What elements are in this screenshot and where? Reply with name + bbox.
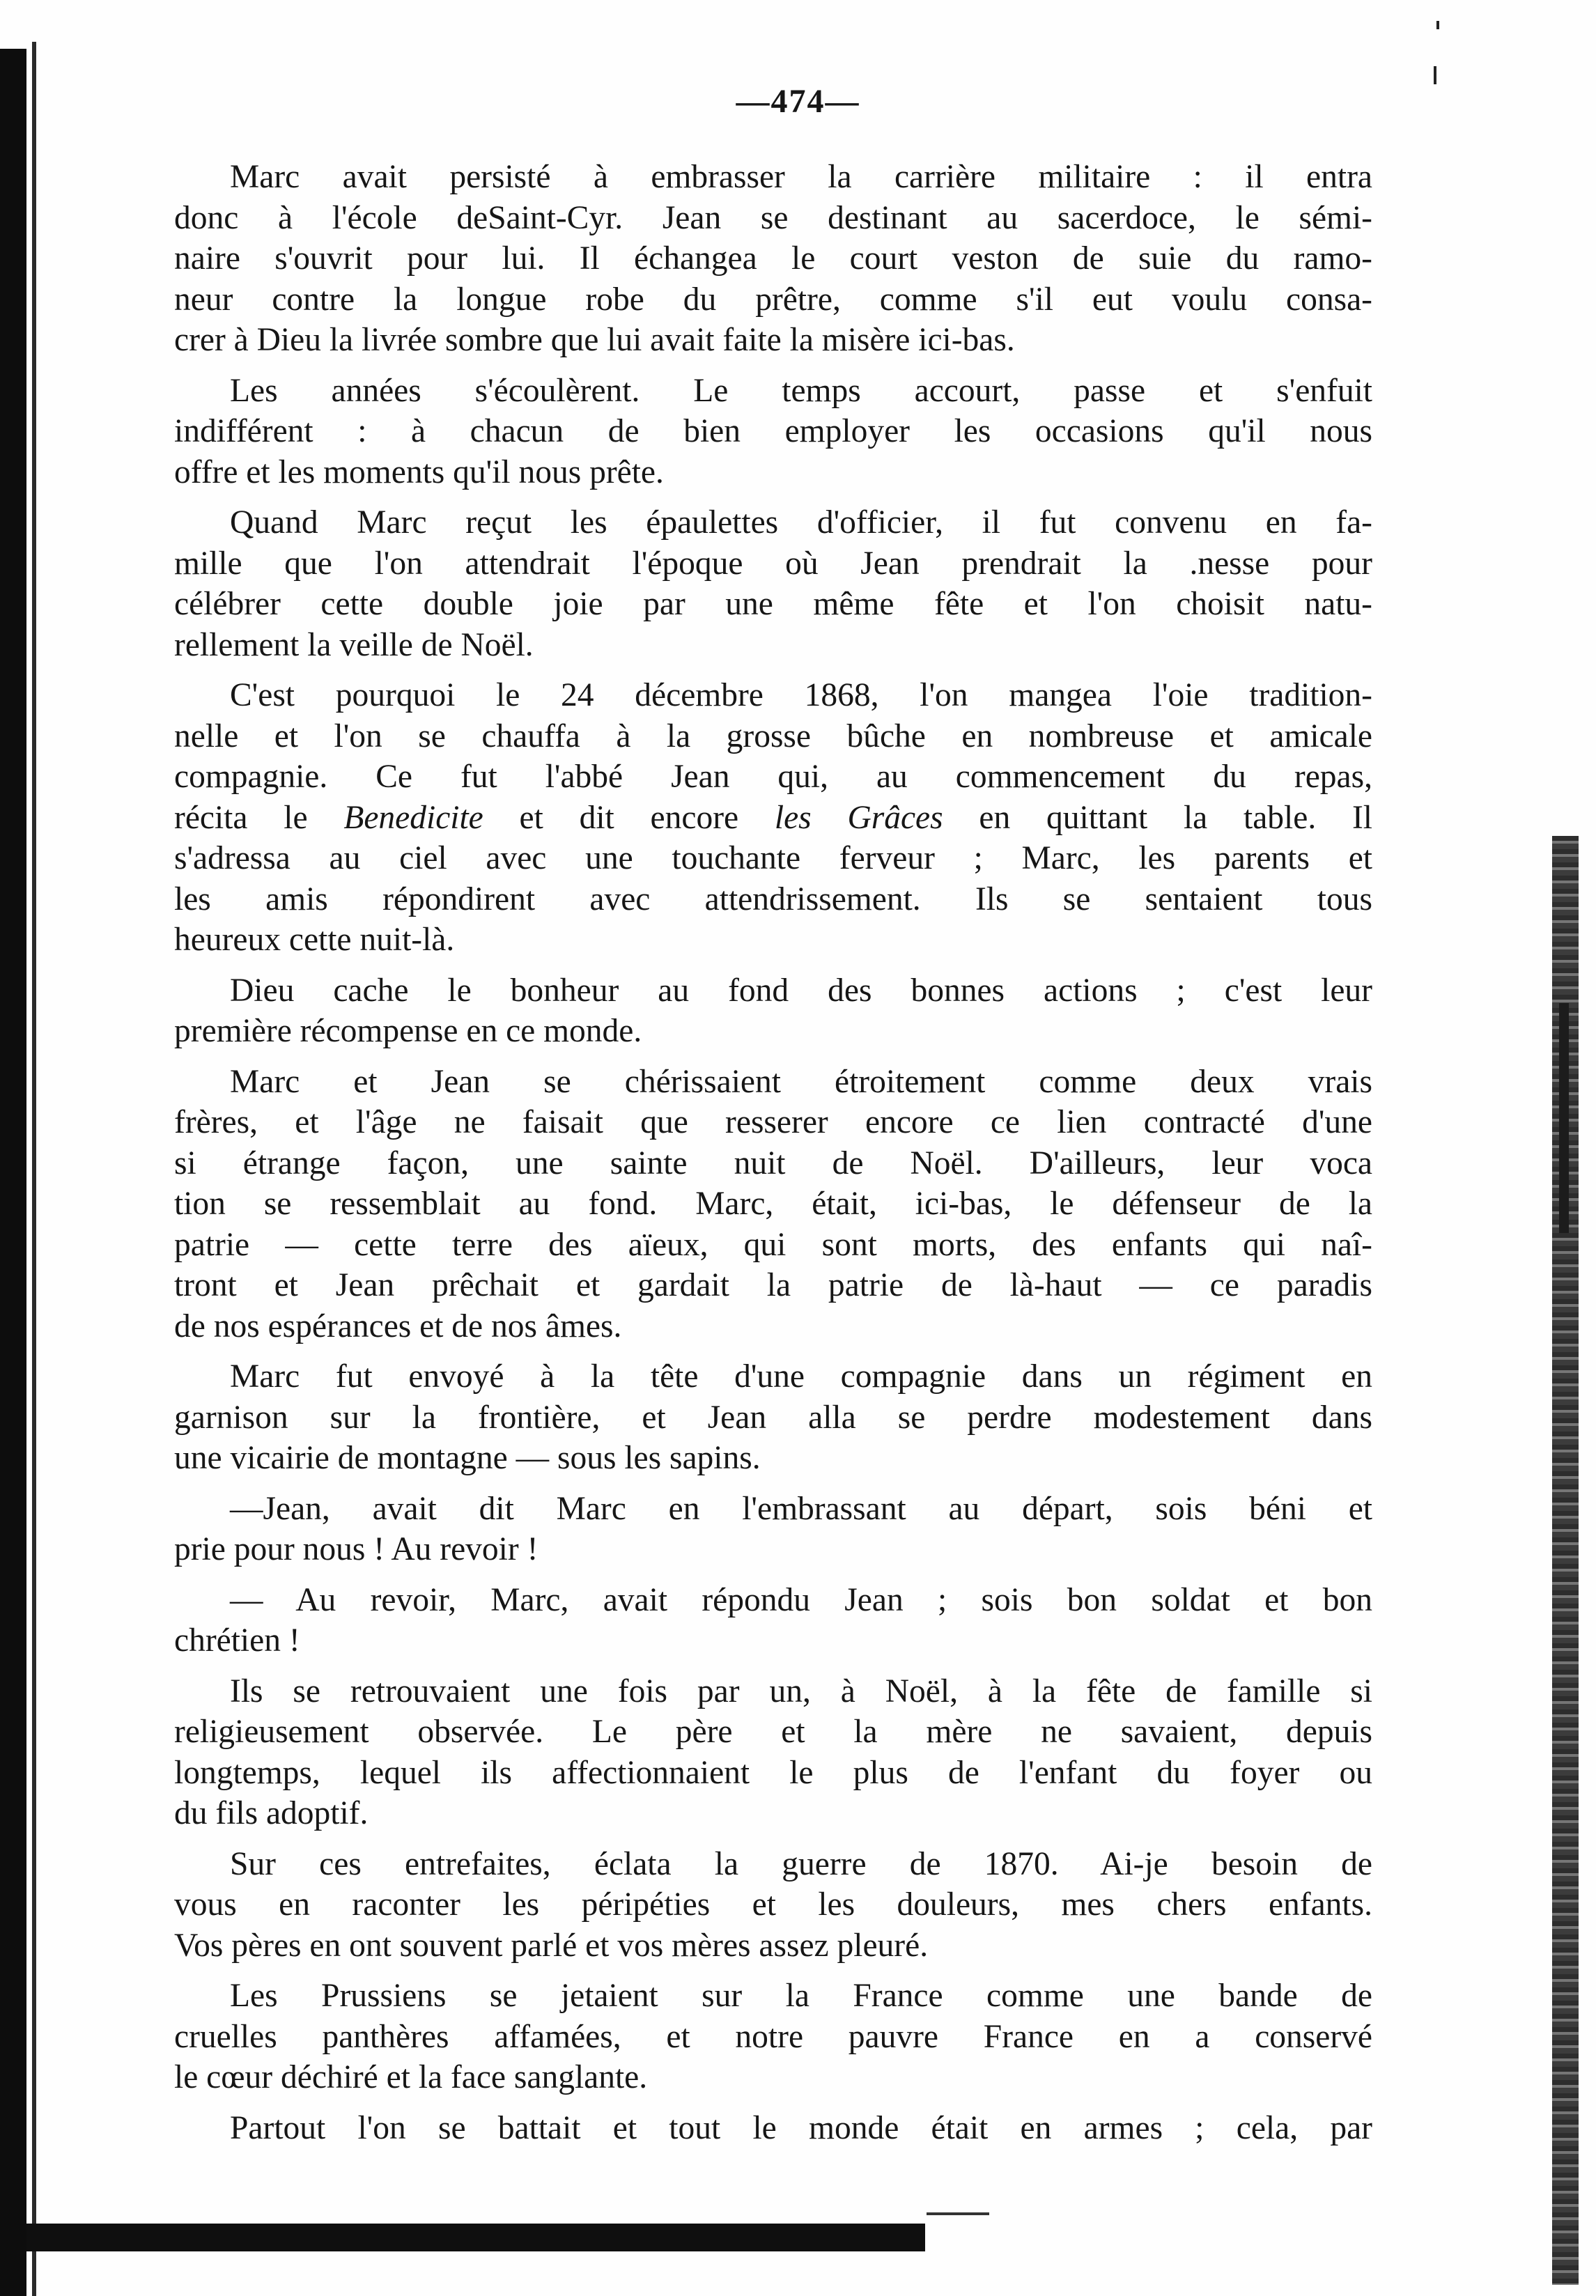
scan-speck: [1436, 21, 1439, 29]
text-line: [174, 920, 1372, 961]
paragraph: [174, 502, 1372, 665]
text-line: une vicairie de montagne — sous les sapins.: [174, 1440, 761, 1476]
text-segment: récita le: [174, 799, 344, 836]
paragraph: [174, 2108, 1372, 2149]
scan-bottom-shadow: [26, 2224, 925, 2251]
text-line: garnison sur la frontière, et Jean alla se perdre modestement dans: [174, 1399, 1372, 1436]
text-line: neur contre la longue robe du prêtre, comme s'il eut voulu consa-: [174, 281, 1372, 318]
text-line: première récompense en ce monde.: [174, 1013, 642, 1049]
scan-binding-shadow: [0, 49, 26, 2296]
paragraph: [174, 1976, 1372, 2098]
text-line: Partout l'on se battait et tout le monde était en armes ; cela, par: [230, 2109, 1372, 2146]
text-line: Marc fut envoyé à la tête d'une compagnie dans un régiment en: [230, 1358, 1372, 1395]
text-line: [174, 716, 1372, 757]
body-text: [174, 157, 1372, 2158]
paragraph: [174, 1580, 1372, 1661]
page-number: —474—: [736, 83, 860, 120]
text-line: mille que l'on attendrait l'époque où Jean prendrait la .nesse pour: [174, 545, 1372, 582]
text-line: [174, 798, 1372, 839]
paragraph: [174, 970, 1372, 1052]
text-line: tront et Jean prêchait et gardait la patrie de là-haut — ce paradis: [174, 1267, 1372, 1303]
text-line: — Au revoir, Marc, avait répondu Jean ; sois bon soldat et bon: [230, 1581, 1372, 1618]
scan-margin-line: [32, 42, 36, 2296]
text-line: Marc et Jean se chérissaient étroitement comme deux vrais: [230, 1063, 1372, 1100]
text-line: Sur ces entrefaites, éclata la guerre de 1870. Ai-je besoin de: [230, 1845, 1372, 1882]
text-line: Quand Marc reçut les épaulettes d'officier, il fut convenu en fa-: [230, 504, 1372, 541]
scan-right-edge-mark: [1559, 1003, 1569, 1233]
text-line: [174, 838, 1372, 879]
text-line: [174, 757, 1372, 798]
text-segment: les amis répondirent avec attendrissement. Ils se sentaient tous: [174, 881, 1372, 917]
text-line: le cœur déchiré et la face sanglante.: [174, 2059, 648, 2095]
text-line: [174, 879, 1372, 920]
text-line: crer à Dieu la livrée sombre que lui avait faite la misère ici-bas.: [174, 322, 1015, 358]
paragraph: [174, 1356, 1372, 1479]
text-line: du fils adoptif.: [174, 1795, 369, 1831]
text-segment: nelle et l'on se chauffa à la grosse bûche en nombreuse et amicale: [174, 718, 1372, 754]
text-line: naire s'ouvrit pour lui. Il échangea le court veston de suie du ramo-: [174, 240, 1372, 277]
text-segment: C'est pourquoi le 24 décembre 1868, l'on mangea l'oie tradition-: [230, 677, 1372, 713]
text-line: tion se ressemblait au fond. Marc, était, ici-bas, le défenseur de la: [174, 1186, 1372, 1222]
text-line: vous en raconter les péripéties et les douleurs, mes chers enfants.: [174, 1886, 1372, 1923]
text-line: rellement la veille de Noël.: [174, 626, 534, 663]
paragraph: [174, 1844, 1372, 1967]
text-line: Vos pères en ont souvent parlé et vos mères assez pleuré.: [174, 1927, 929, 1964]
text-line: prie pour nous ! Au revoir !: [174, 1531, 539, 1567]
text-line: donc à l'école deSaint-Cyr. Jean se destinant au sacerdoce, le sémi-: [174, 199, 1372, 236]
text-line: religieusement observée. Le père et la mère ne savaient, depuis: [174, 1714, 1372, 1750]
text-line: cruelles panthères affamées, et notre pauvre France en a conservé: [174, 2018, 1372, 2055]
text-line: Marc avait persisté à embrasser la carrière militaire : il entra: [230, 159, 1372, 195]
text-line: célébrer cette double joie par une même fête et l'on choisit natu-: [174, 586, 1372, 622]
paragraph: [174, 371, 1372, 493]
text-segment: s'adressa au ciel avec une touchante ferveur ; Marc, les parents et: [174, 840, 1372, 876]
paragraph: [174, 157, 1372, 361]
paragraph: [174, 1671, 1372, 1834]
paragraph: [174, 1062, 1372, 1347]
text-line: Dieu cache le bonheur au fond des bonnes actions ; c'est leur: [230, 972, 1372, 1009]
text-line: —Jean, avait dit Marc en l'embrassant au départ, sois béni et: [230, 1490, 1372, 1527]
text-line: Ils se retrouvaient une fois par un, à Noël, à la fête de famille si: [230, 1673, 1372, 1709]
paragraph: [174, 1489, 1372, 1570]
text-line: indifférent : à chacun de bien employer les occasions qu'il nous: [174, 413, 1372, 449]
text-line: de nos espérances et de nos âmes.: [174, 1308, 622, 1344]
text-line: patrie — cette terre des aïeux, qui sont morts, des enfants qui naî-: [174, 1226, 1372, 1263]
scan-bottom-line: [927, 2212, 989, 2215]
text-segment: compagnie. Ce fut l'abbé Jean qui, au commencement du repas,: [174, 759, 1372, 795]
text-segment: et dit encore: [483, 799, 775, 836]
italic-text: Benedicite: [343, 799, 483, 836]
text-line: chrétien !: [174, 1622, 300, 1659]
text-line: offre et les moments qu'il nous prête.: [174, 453, 664, 490]
text-line: Les Prussiens se jetaient sur la France comme une bande de: [230, 1978, 1372, 2014]
text-line: [174, 675, 1372, 716]
paragraph: [174, 675, 1372, 961]
text-line: Les années s'écoulèrent. Le temps accourt, passe et s'enfuit: [230, 372, 1372, 409]
text-line: si étrange façon, une sainte nuit de Noël. D'ailleurs, leur voca: [174, 1145, 1372, 1181]
text-segment: en quittant la table. Il: [943, 799, 1372, 836]
text-line: frères, et l'âge ne faisait que resserer encore ce lien contracté d'une: [174, 1104, 1372, 1140]
text-segment: heureux cette nuit-là.: [174, 922, 455, 958]
text-line: longtemps, lequel ils affectionnaient le plus de l'enfant du foyer ou: [174, 1754, 1372, 1791]
italic-text: les Grâces: [774, 799, 943, 836]
